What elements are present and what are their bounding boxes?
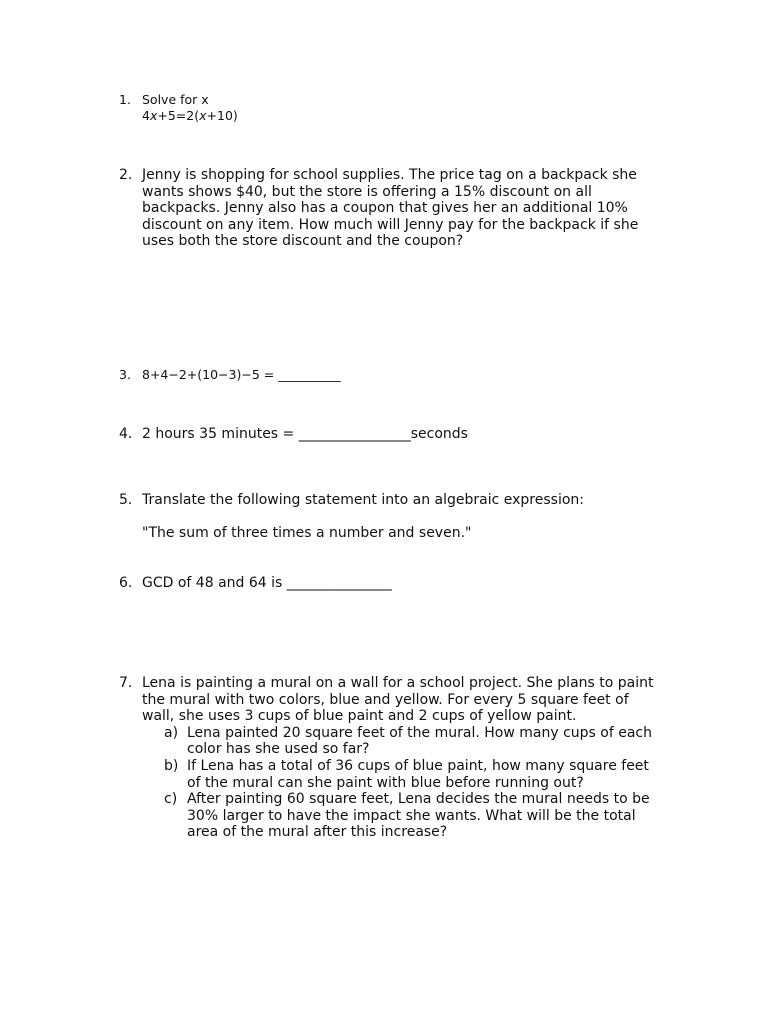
question-number: 4.	[119, 426, 133, 442]
question-line: Lena is painting a mural on a wall for a school project. She plans to paint	[142, 675, 654, 691]
sub-question-c	[164, 791, 659, 841]
question-6	[119, 575, 659, 592]
question-line: wants shows $40, but the store is offering a 15% discount on all	[142, 183, 592, 200]
question-line: discount on any item. How much will Jenny pay for the backpack if she	[142, 216, 639, 233]
question-text: Translate the following statement into an algebraic expression:	[142, 492, 584, 508]
equation: 4x+5=2(x+10)	[142, 108, 238, 123]
sub-question-line: color has she used so far?	[187, 741, 370, 758]
question-2	[119, 167, 659, 250]
sub-question-a	[164, 725, 659, 758]
sub-question-b	[164, 758, 659, 791]
question-number: 7.	[119, 675, 133, 691]
question-number: 5.	[119, 492, 133, 508]
question-line: the mural with two colors, blue and yellow. For every 5 square feet of	[142, 691, 629, 708]
quoted-statement: "The sum of three times a number and seven."	[142, 524, 472, 541]
sub-question-line: If Lena has a total of 36 cups of blue paint, how many square feet	[187, 757, 649, 774]
sub-question-line: 30% larger to have the impact she wants. What will be the total	[187, 807, 636, 824]
sub-question-line: of the mural can she paint with blue before running out?	[187, 774, 584, 791]
sub-question-line: area of the mural after this increase?	[187, 824, 448, 841]
question-5	[119, 492, 659, 541]
sub-question-label: b)	[164, 757, 179, 774]
question-4	[119, 426, 659, 443]
question-line: Jenny is shopping for school supplies. The price tag on a backpack she	[142, 167, 637, 183]
question-text: GCD of 48 and 64 is _______________	[142, 575, 392, 591]
question-1	[119, 92, 659, 124]
question-number: 1.	[119, 92, 131, 107]
question-text: 2 hours 35 minutes = ________________seconds	[142, 426, 468, 442]
question-number: 3.	[119, 367, 131, 382]
question-7	[119, 675, 659, 841]
question-line: backpacks. Jenny also has a coupon that gives her an additional 10%	[142, 200, 628, 217]
question-line: uses both the store discount and the coupon?	[142, 233, 464, 250]
question-text: 8+4−2+(10−3)−5 = __________	[142, 367, 341, 382]
sub-question-line: Lena painted 20 square feet of the mural. How many cups of each	[187, 724, 652, 741]
question-text: Solve for x	[142, 92, 209, 107]
sub-question-label: c)	[164, 791, 178, 808]
question-3	[119, 367, 659, 383]
question-line: wall, she uses 3 cups of blue paint and 2 cups of yellow paint.	[142, 708, 577, 725]
question-number: 2.	[119, 167, 133, 183]
question-number: 6.	[119, 575, 133, 591]
sub-question-line: After painting 60 square feet, Lena decides the mural needs to be	[187, 791, 650, 808]
sub-question-label: a)	[164, 724, 179, 741]
